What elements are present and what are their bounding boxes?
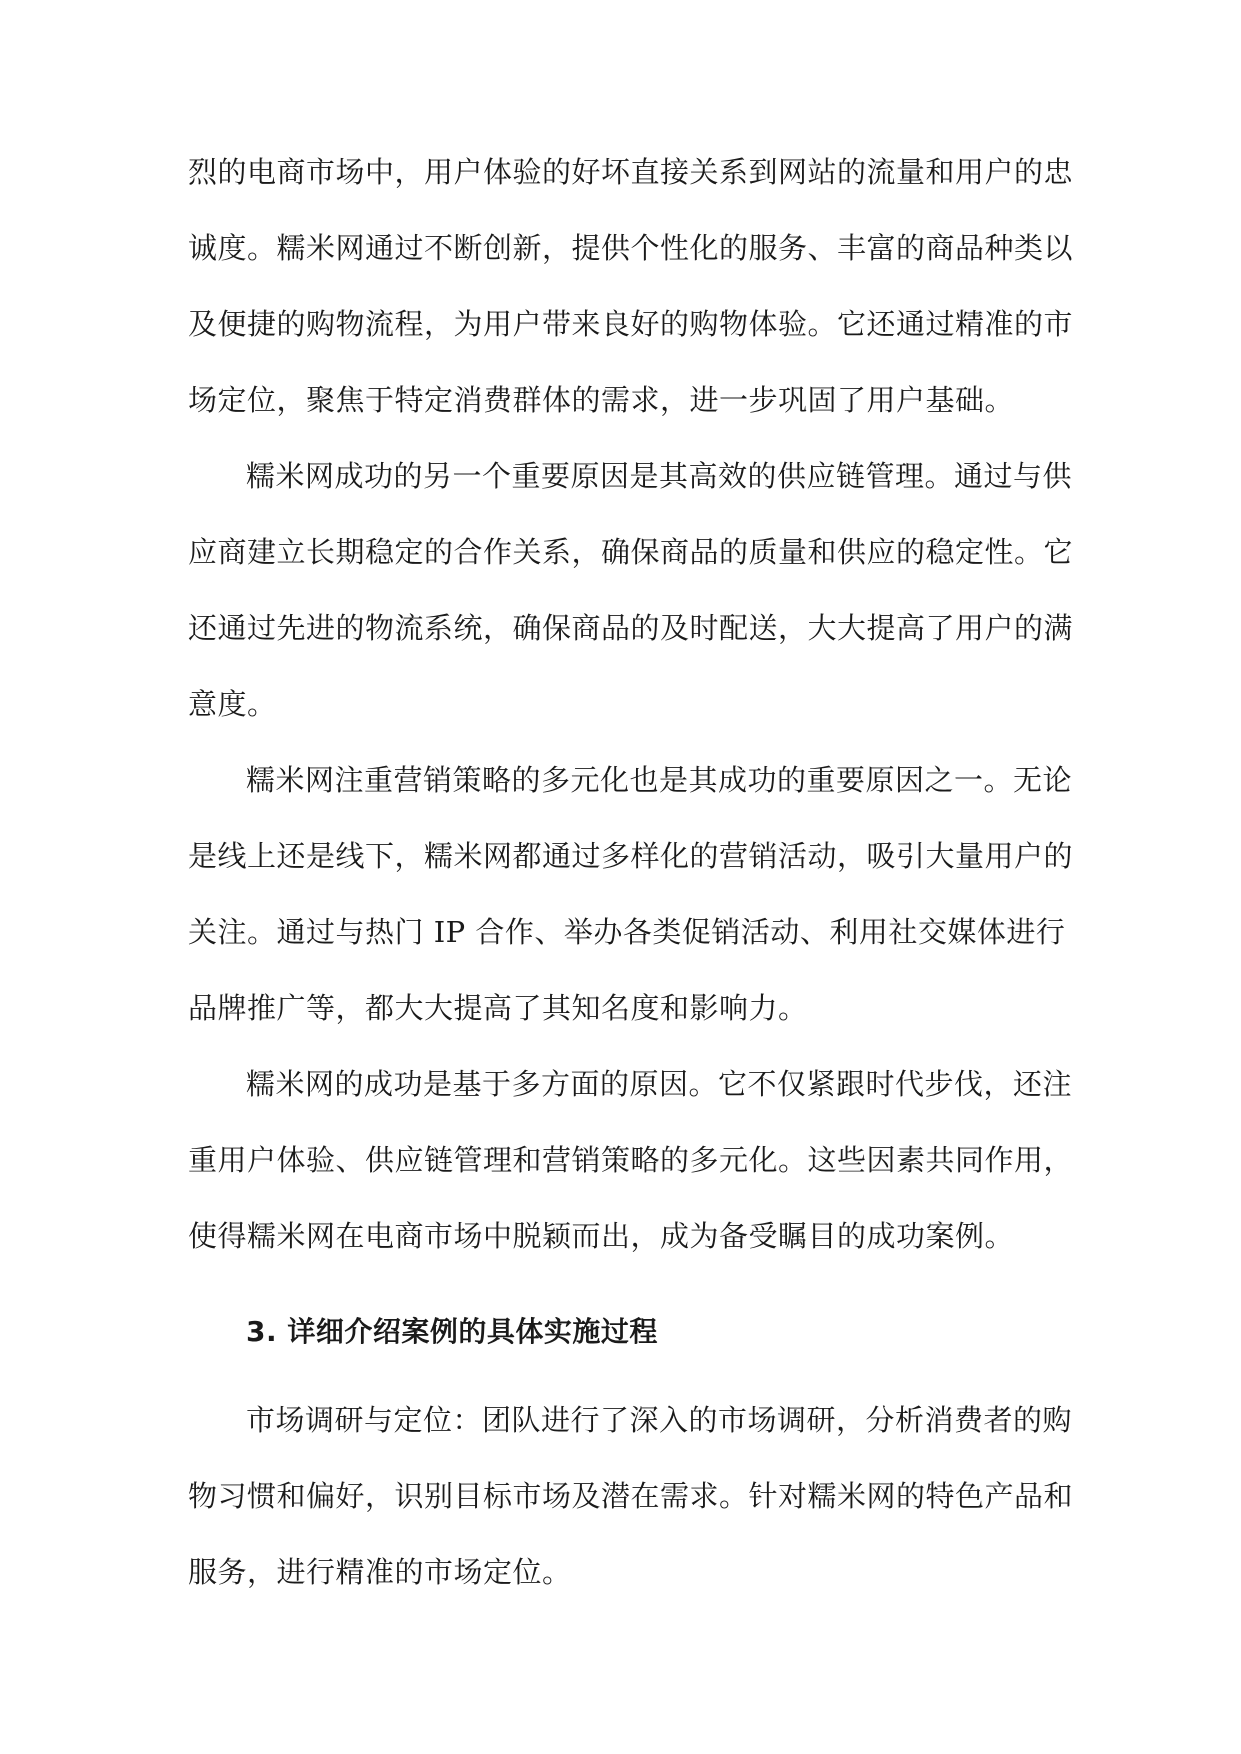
paragraph-line: 烈的电商市场中，用户体验的好坏直接关系到网站的流量和用户的忠 [188, 155, 1074, 189]
paragraph-line: 服务，进行精准的市场定位。 [188, 1555, 572, 1589]
paragraph-line: 重用户体验、供应链管理和营销策略的多元化。这些因素共同作用， [188, 1143, 1074, 1177]
paragraph-line: 应商建立长期稳定的合作关系，确保商品的质量和供应的稳定性。它 [188, 535, 1074, 569]
paragraph-line: 及便捷的购物流程，为用户带来良好的购物体验。它还通过精准的市 [188, 307, 1074, 341]
paragraph-line: 物习惯和偏好，识别目标市场及潜在需求。针对糯米网的特色产品和 [188, 1479, 1074, 1513]
paragraph-line: 关注。通过与热门 IP 合作、举办各类促销活动、利用社交媒体进行 [188, 915, 1066, 949]
paragraph-line: 糯米网成功的另一个重要原因是其高效的供应链管理。通过与供 [246, 459, 1073, 493]
paragraph-line: 糯米网的成功是基于多方面的原因。它不仅紧跟时代步伐，还注 [246, 1067, 1073, 1101]
paragraph-line: 诚度。糯米网通过不断创新，提供个性化的服务、丰富的商品种类以 [188, 231, 1074, 265]
paragraph-line: 使得糯米网在电商市场中脱颖而出，成为备受瞩目的成功案例。 [188, 1219, 1015, 1253]
paragraph-line: 市场调研与定位：团队进行了深入的市场调研，分析消费者的购 [246, 1403, 1073, 1437]
section-heading: 3. 详细介绍案例的具体实施过程 [246, 1315, 658, 1348]
paragraph-line: 糯米网注重营销策略的多元化也是其成功的重要原因之一。无论 [246, 763, 1073, 797]
paragraph-line: 意度。 [188, 687, 277, 721]
paragraph-line: 场定位，聚焦于特定消费群体的需求，进一步巩固了用户基础。 [188, 383, 1015, 417]
paragraph-line: 还通过先进的物流系统，确保商品的及时配送，大大提高了用户的满 [188, 611, 1074, 645]
paragraph-line: 品牌推广等，都大大提高了其知名度和影响力。 [188, 991, 808, 1025]
paragraph-line: 是线上还是线下，糯米网都通过多样化的营销活动，吸引大量用户的 [188, 839, 1074, 873]
